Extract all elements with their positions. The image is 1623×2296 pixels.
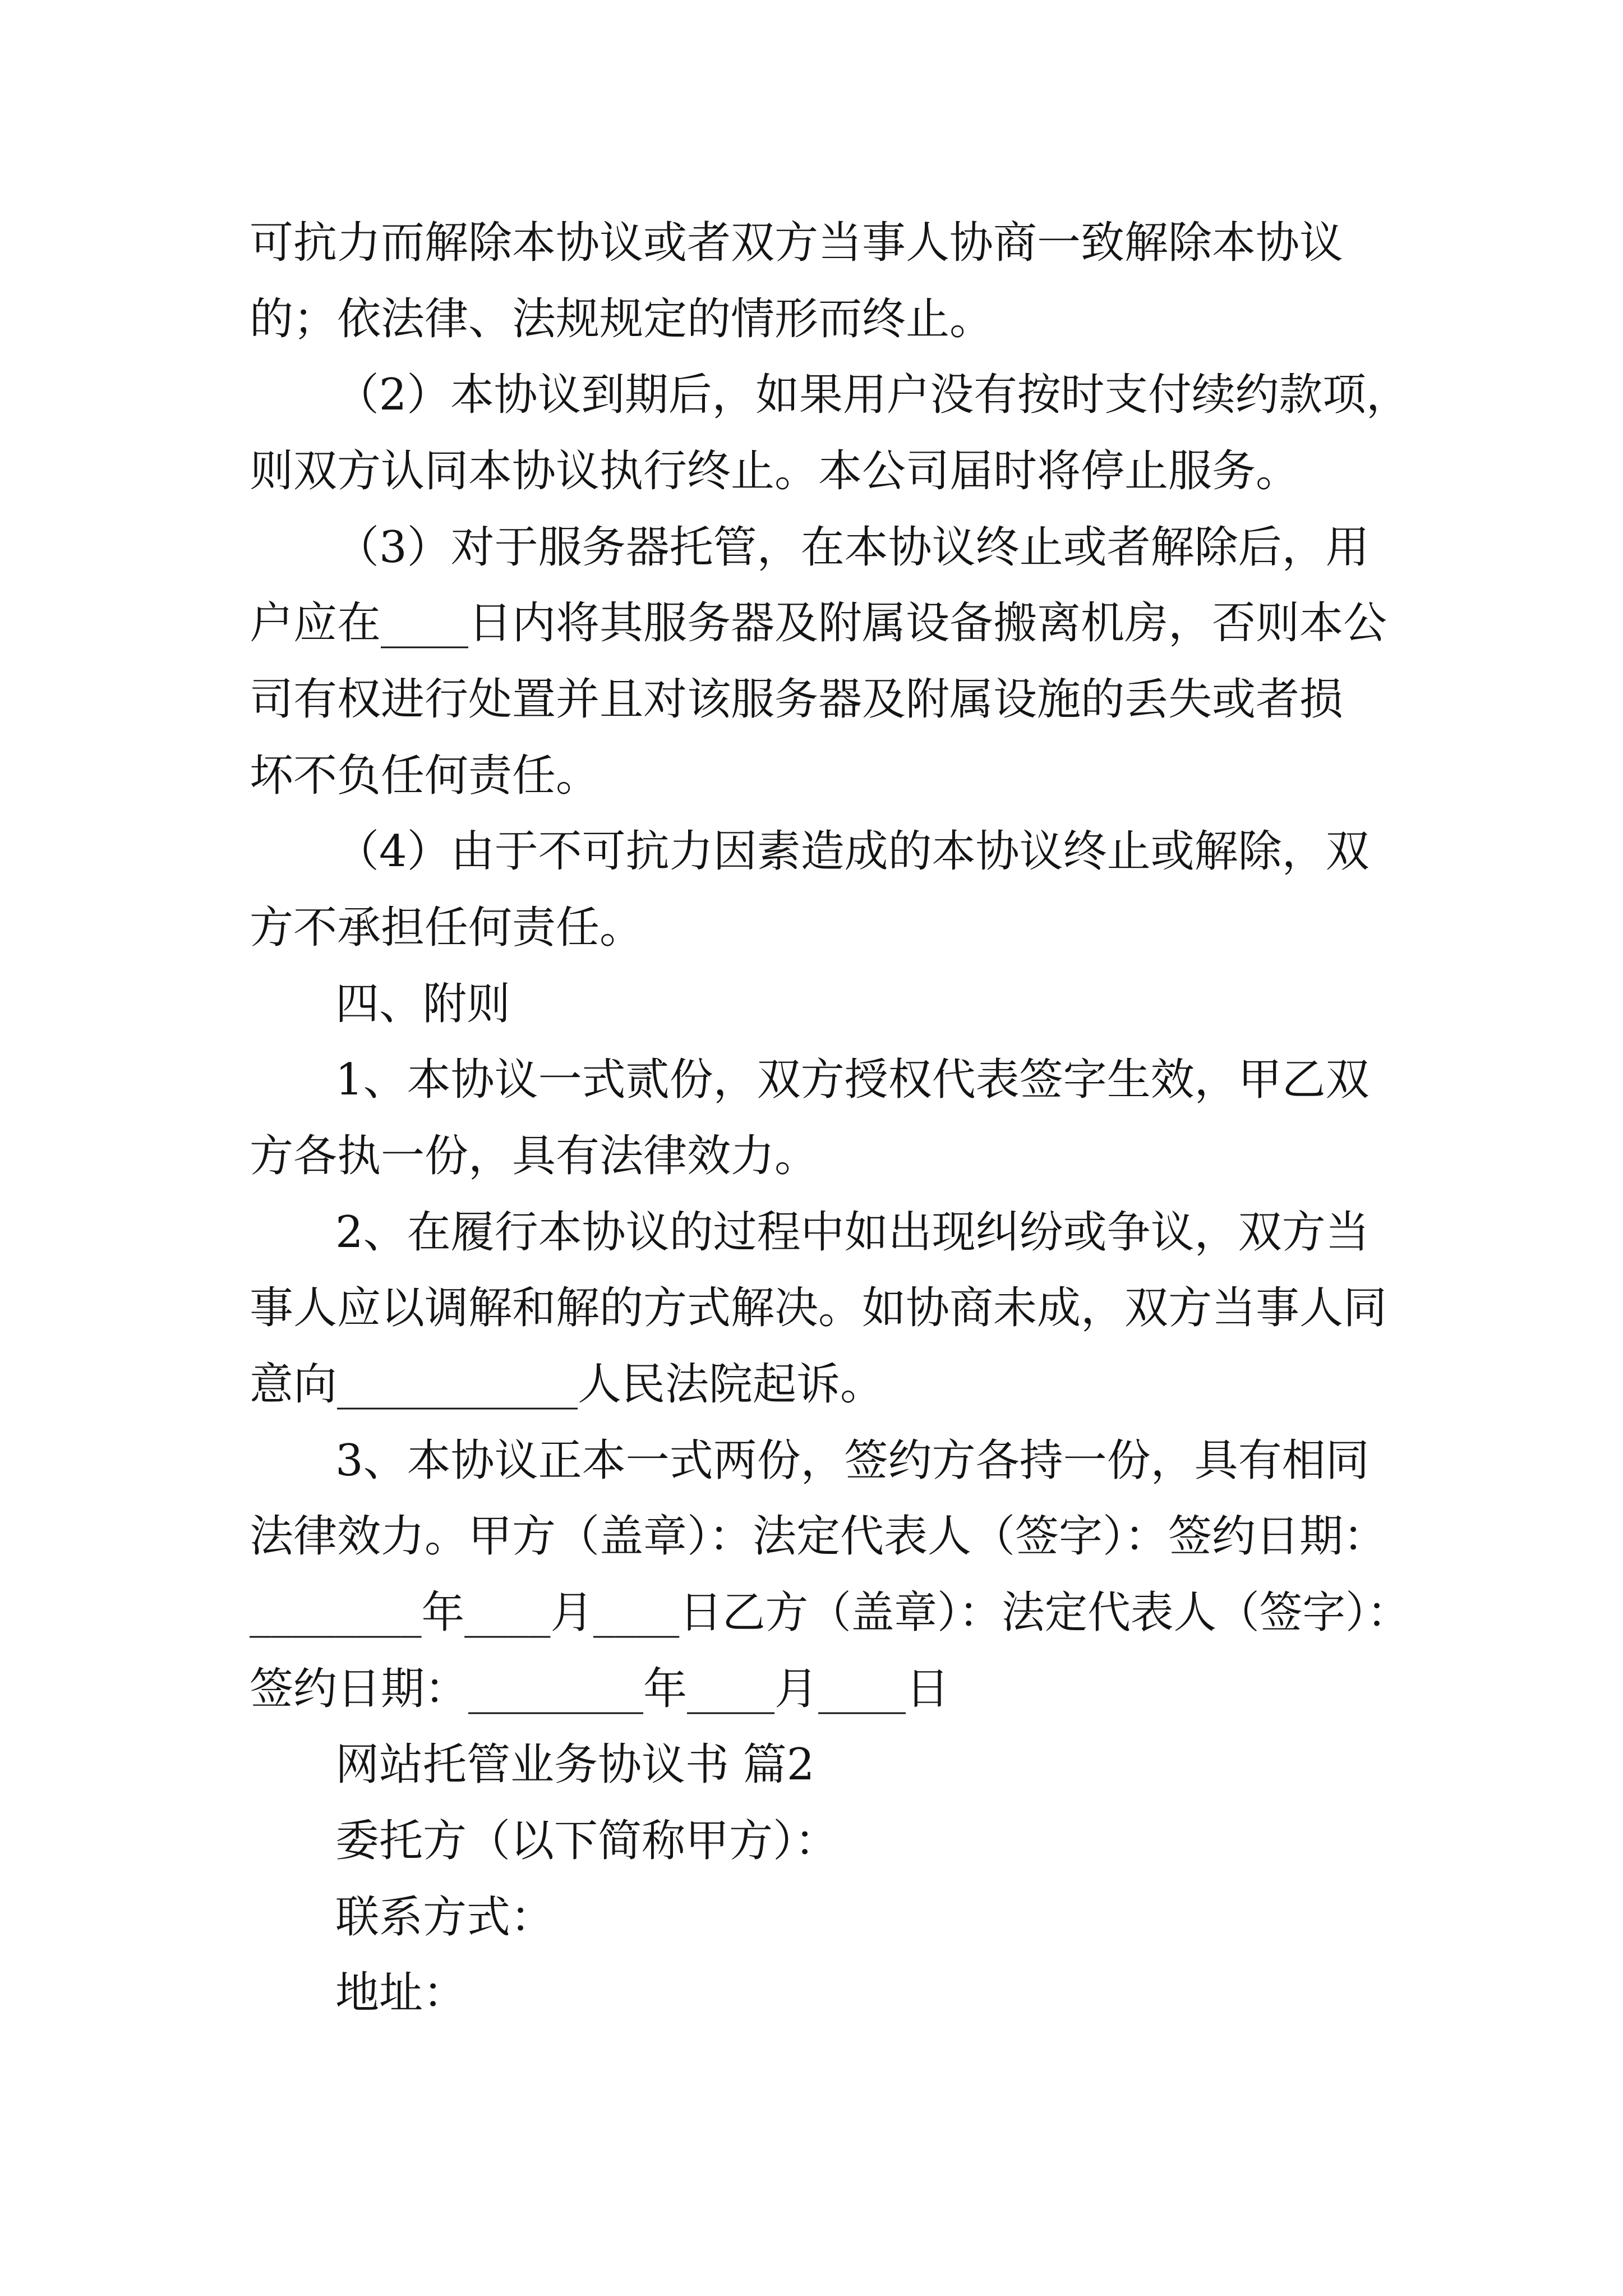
text-line: 地址：: [335, 1968, 467, 2018]
text-line: 联系方式：: [335, 1892, 555, 1943]
text-line: 则双方认同本协议执行终止。本公司届时将停止服务。: [250, 446, 1300, 496]
text-line: （4）由于不可抗力因素造成的本协议终止或解除，双: [335, 826, 1370, 877]
text-line: 司有权进行处置并且对该服务器及附属设施的丢失或者损: [250, 674, 1344, 725]
text-line: ________年____月____日乙方（盖章）：法定代表人（签字）：: [250, 1588, 1410, 1638]
text-line: （2）本协议到期后，如果用户没有按时支付续约款项，: [335, 370, 1410, 420]
text-line: 委托方（以下简称甲方）：: [335, 1816, 839, 1866]
section-heading: 四、附则: [335, 979, 511, 1029]
text-line: 3、本协议正本一式两份，签约方各持一份，具有相同: [335, 1435, 1370, 1486]
text-line: 方不承担任何责任。: [250, 903, 644, 953]
text-line: 户应在____日内将其服务器及附属设备搬离机房，否则本公: [250, 598, 1387, 648]
text-line: 1、本协议一式贰份，双方授权代表签字生效，甲乙双: [335, 1055, 1370, 1105]
text-line: 2、在履行本协议的过程中如出现纠纷或争议，双方当: [335, 1207, 1370, 1258]
text-line: 签约日期：________年____月____日: [250, 1664, 950, 1714]
text-line: 的；依法律、法规规定的情形而终止。: [250, 294, 994, 344]
text-line: 坏不负任何责任。: [250, 751, 600, 801]
text-line: （3）对于服务器托管，在本协议终止或者解除后，用: [335, 522, 1370, 573]
document-title: 网站托管业务协议书 篇2: [335, 1740, 815, 1790]
text-line: 事人应以调解和解的方式解决。如协商未成，双方当事人同: [250, 1283, 1387, 1333]
text-line: 可抗力而解除本协议或者双方当事人协商一致解除本协议: [250, 218, 1344, 268]
text-line: 方各执一份，具有法律效力。: [250, 1131, 819, 1181]
text-line: 法律效力。甲方（盖章）：法定代表人（签字）：签约日期：: [250, 1511, 1387, 1562]
text-line: 意向___________人民法院起诉。: [250, 1359, 884, 1410]
